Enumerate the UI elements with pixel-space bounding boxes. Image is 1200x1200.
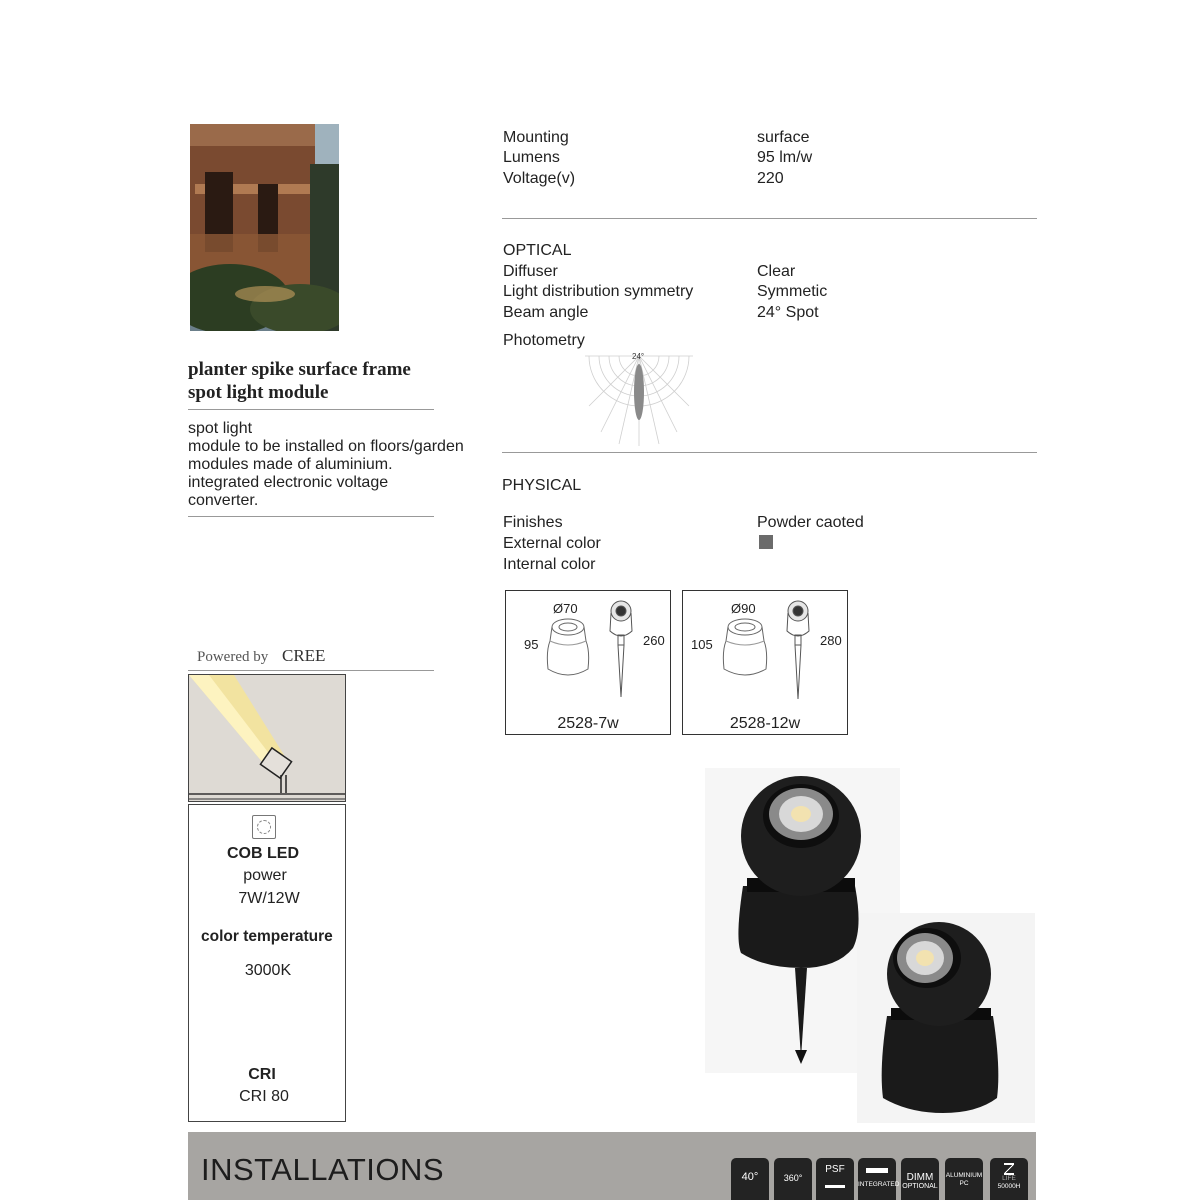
dimm-icon (901, 1158, 939, 1200)
powered-by-brand: CREE (282, 646, 326, 665)
photometry-angle: 24° (632, 352, 645, 361)
power-value: 7W/12W (238, 890, 300, 907)
spec-label-lumens: Lumens (503, 149, 560, 166)
led-type: COB LED (227, 845, 299, 862)
section-optical: OPTICAL (503, 242, 572, 259)
rotate-360-icon (774, 1158, 812, 1200)
spec-label-mounting: Mounting (503, 129, 569, 146)
photometry-label: Photometry (503, 332, 585, 349)
led-spec-box (188, 804, 346, 1122)
spec-value-diffuser: Clear (757, 263, 796, 280)
powered-by (197, 646, 325, 666)
spec-label-external-color: External color (503, 535, 601, 552)
power-label: power (243, 867, 287, 884)
badge-label: INTEGRATED (858, 1181, 900, 1188)
badge-sublabel: OPTIONAL (902, 1183, 938, 1190)
dim-head-height: 95 (524, 637, 539, 652)
spec-label-voltage: Voltage(v) (503, 170, 576, 187)
integrated-driver-icon (858, 1158, 900, 1200)
dim-diameter: Ø70 (553, 601, 578, 616)
spec-value-finishes: Powder caoted (757, 514, 864, 531)
spec-value-beam-angle: 24° Spot (757, 304, 819, 321)
divider (502, 218, 1037, 219)
cri-value: CRI 80 (239, 1088, 289, 1105)
description-line: spot light (188, 420, 253, 437)
dimension-box-7w (505, 590, 671, 735)
life-hourglass-icon (990, 1158, 1028, 1200)
description-line: modules made of aluminium. (188, 456, 393, 473)
badge-label: ALUMINIUM (945, 1172, 983, 1179)
dim-head-height: 105 (691, 637, 713, 652)
badge-sublabel: 50000H (997, 1183, 1021, 1190)
dim-total-height: 260 (643, 633, 665, 648)
external-color-swatch (759, 535, 773, 549)
color-temperature-label: color temperature (201, 928, 333, 945)
model-name: 2528-12w (729, 715, 801, 732)
color-temperature-value: 3000K (244, 962, 292, 979)
divider (502, 452, 1037, 453)
spec-value-symmetry: Symmetic (757, 283, 828, 300)
product-title (188, 358, 438, 404)
divider (188, 409, 434, 410)
spec-label-symmetry: Light distribution symmetry (503, 283, 694, 300)
spec-value-voltage: 220 (757, 170, 784, 187)
badge-label: LIFE (1002, 1175, 1016, 1182)
divider (188, 516, 434, 517)
material-icon (945, 1158, 983, 1200)
cob-led-icon (252, 815, 276, 839)
product-photo (705, 768, 1035, 1123)
product-description (188, 420, 488, 510)
product-title-line-2: spot light module (188, 382, 329, 403)
spec-label-diffuser: Diffuser (503, 263, 558, 280)
description-line: module to be installed on floors/garden (188, 438, 464, 455)
description-line: integrated electronic voltage (188, 474, 389, 491)
spec-label-internal-color: Internal color (503, 556, 596, 573)
badge-label: PSF (825, 1164, 845, 1175)
spec-label-beam-angle: Beam angle (503, 304, 589, 321)
facade-photo (190, 124, 339, 331)
model-name: 2528-7w (557, 715, 619, 732)
spec-label-finishes: Finishes (503, 514, 563, 531)
dimension-box-12w (682, 590, 848, 735)
description-line: converter. (188, 492, 259, 509)
psf-icon (816, 1158, 854, 1200)
powered-by-label: Powered by (197, 649, 269, 665)
photometry-diagram (585, 350, 693, 448)
tilt-40-icon (731, 1158, 769, 1200)
installations-bar (188, 1132, 1036, 1200)
dim-total-height: 280 (820, 633, 842, 648)
installations-title: INSTALLATIONS (201, 1152, 445, 1187)
installation-sketch (188, 674, 346, 802)
spec-value-mounting: surface (757, 129, 810, 146)
section-physical: PHYSICAL (502, 477, 582, 494)
product-title-line-1: planter spike surface frame (188, 359, 411, 380)
badge-label: DIMM (906, 1172, 934, 1183)
badge-sublabel: PC (959, 1180, 969, 1187)
spec-value-lumens: 95 lm/w (757, 149, 813, 166)
badge-label: 360° (783, 1173, 803, 1183)
cri-label: CRI (248, 1066, 276, 1083)
divider (188, 670, 434, 671)
badge-label: 40° (741, 1171, 759, 1183)
dim-diameter: Ø90 (731, 601, 756, 616)
